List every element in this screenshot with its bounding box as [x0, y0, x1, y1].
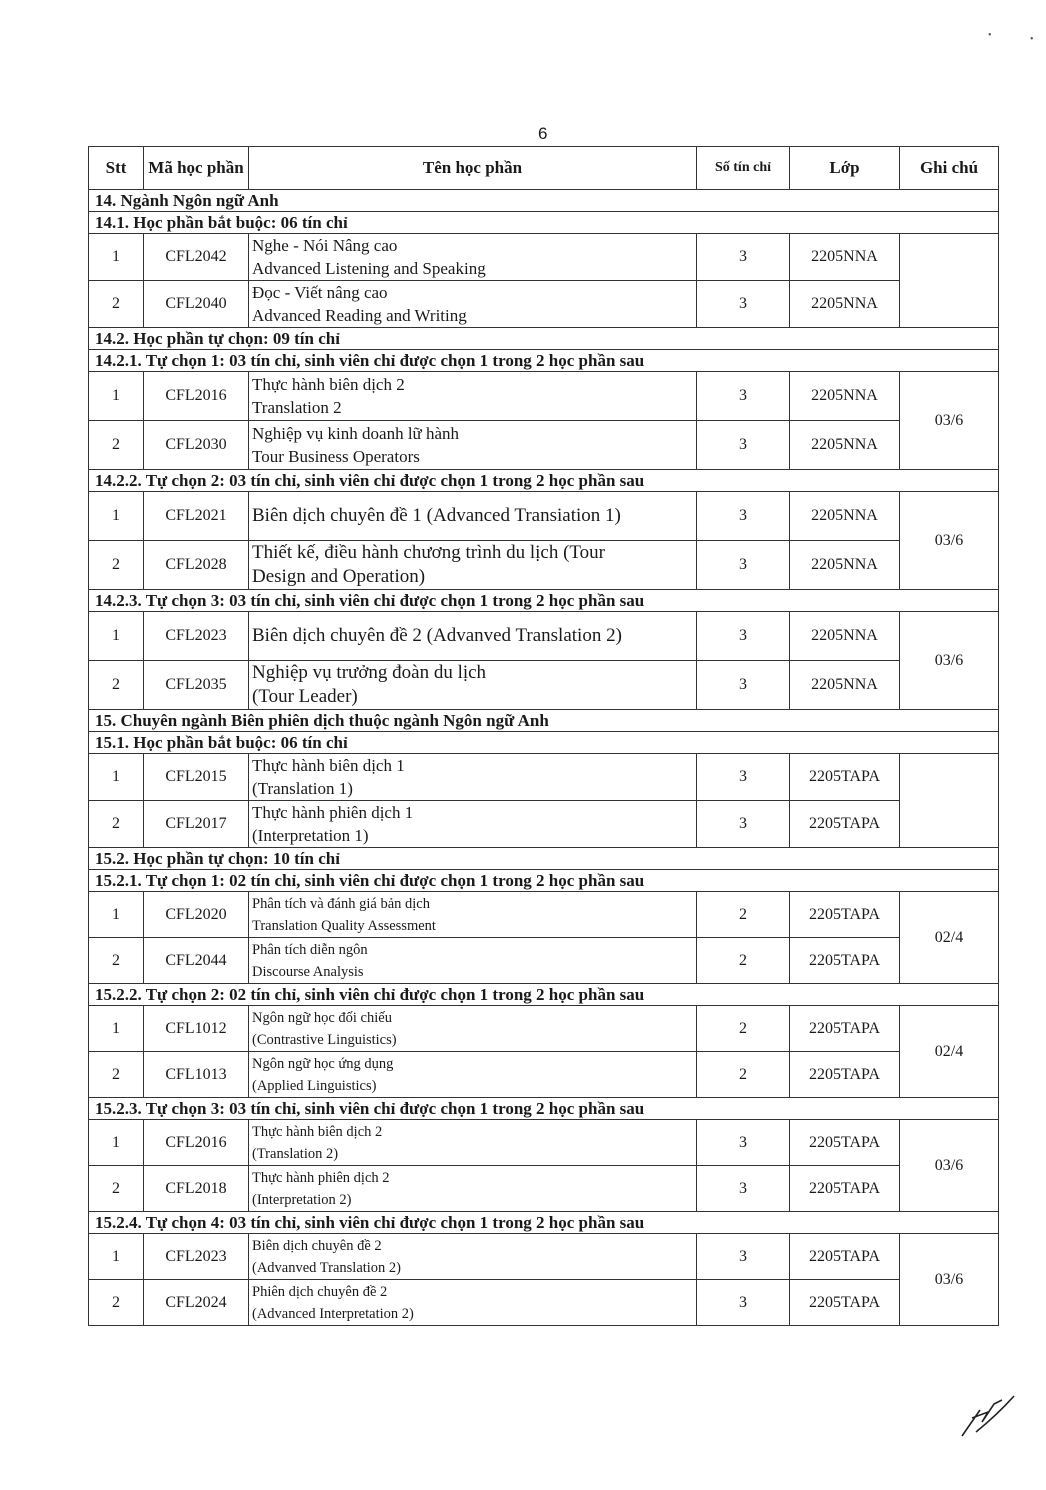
- table-row: [89, 541, 999, 590]
- table-row: [89, 234, 999, 281]
- row-note: 03/6: [900, 1234, 999, 1326]
- table-row: [89, 1120, 999, 1166]
- row-stt: 2: [89, 801, 144, 848]
- row-class: 2205NNA: [790, 234, 900, 281]
- row-credits: 3: [697, 372, 790, 421]
- row-stt: 1: [89, 492, 144, 541]
- section-heading-row: [89, 328, 999, 350]
- course-name-line-1: Thực hành phiên dịch 2: [252, 1169, 390, 1186]
- row-credits: 2: [697, 1052, 790, 1098]
- row-stt: 2: [89, 938, 144, 984]
- row-note: 03/6: [900, 612, 999, 710]
- section-heading-row: [89, 190, 999, 212]
- row-stt: 2: [89, 1166, 144, 1212]
- section-heading-row: [89, 732, 999, 754]
- row-note: 03/6: [900, 492, 999, 590]
- section-heading: 15.1. Học phần bắt buộc: 06 tín chỉ: [89, 732, 999, 754]
- table-row: [89, 938, 999, 984]
- row-stt: 1: [89, 754, 144, 801]
- row-course-name: [249, 1006, 697, 1052]
- row-course-code: CFL2023: [144, 1234, 249, 1280]
- course-name-line-2: Advanced Reading and Writing: [252, 306, 467, 325]
- section-heading: 15.2.3. Tự chọn 3: 03 tín chỉ, sinh viên chỉ được chọn 1 trong 2 học phần sau: [89, 1098, 999, 1120]
- table-row: [89, 1166, 999, 1212]
- table-row: [89, 372, 999, 421]
- section-heading: 14.2.3. Tự chọn 3: 03 tín chỉ, sinh viên chỉ được chọn 1 trong 2 học phần sau: [89, 590, 999, 612]
- row-course-code: CFL2015: [144, 754, 249, 801]
- course-name-line-1: Đọc - Viết nâng cao: [252, 283, 388, 302]
- row-course-name: [249, 541, 697, 590]
- row-note: [900, 234, 999, 328]
- header-course-code: [144, 147, 249, 190]
- section-heading: 14.1. Học phần bắt buộc: 06 tín chỉ: [89, 212, 999, 234]
- course-name-line-1: Ngôn ngữ học ứng dụng: [252, 1055, 394, 1072]
- row-credits: 3: [697, 1120, 790, 1166]
- table-row: [89, 1006, 999, 1052]
- row-class: 2205TAPA: [790, 1234, 900, 1280]
- row-course-code: CFL2044: [144, 938, 249, 984]
- course-name-line-2: (Advanved Translation 2): [252, 1259, 402, 1276]
- row-course-code: CFL1013: [144, 1052, 249, 1098]
- course-name-line-2: (Interpretation 1): [252, 826, 369, 845]
- row-stt: 2: [89, 421, 144, 470]
- row-course-name: [249, 801, 697, 848]
- row-credits: 3: [697, 754, 790, 801]
- row-course-code: CFL2024: [144, 1280, 249, 1326]
- scan-speck: •: [1030, 34, 1034, 45]
- row-stt: 1: [89, 1234, 144, 1280]
- section-heading-row: [89, 1212, 999, 1234]
- row-class: 2205NNA: [790, 281, 900, 328]
- section-heading-row: [89, 984, 999, 1006]
- row-course-code: CFL2040: [144, 281, 249, 328]
- course-name-line-2: (Applied Linguistics): [252, 1077, 377, 1094]
- row-course-name: [249, 754, 697, 801]
- row-course-name: [249, 421, 697, 470]
- row-stt: 1: [89, 234, 144, 281]
- row-credits: 2: [697, 938, 790, 984]
- course-name-line-2: (Translation 1): [252, 779, 353, 798]
- row-note: 02/4: [900, 1006, 999, 1098]
- course-name-line-1: Ngôn ngữ học đối chiếu: [252, 1009, 392, 1026]
- row-course-code: CFL2018: [144, 1166, 249, 1212]
- row-class: 2205TAPA: [790, 1052, 900, 1098]
- section-heading: 14. Ngành Ngôn ngữ Anh: [89, 190, 999, 212]
- header-class: Lớp: [790, 147, 900, 190]
- row-credits: 3: [697, 234, 790, 281]
- table-row: [89, 612, 999, 661]
- row-course-name: [249, 1280, 697, 1326]
- row-class: 2205NNA: [790, 492, 900, 541]
- course-name-line-1: Biên dịch chuyên đề 2: [252, 1237, 382, 1254]
- row-course-code: CFL2016: [144, 372, 249, 421]
- course-name-line-1: Thực hành biên dịch 1: [252, 756, 405, 775]
- header-row: [89, 147, 999, 190]
- row-credits: 3: [697, 421, 790, 470]
- row-credits: 3: [697, 661, 790, 710]
- table-row: [89, 661, 999, 710]
- row-course-name: [249, 938, 697, 984]
- course-name-line-1: Nghiệp vụ trưởng đoàn du lịch: [252, 662, 487, 683]
- course-name-line-1: Nghiệp vụ kinh doanh lữ hành: [252, 424, 460, 443]
- section-heading: 15.2.2. Tự chọn 2: 02 tín chỉ, sinh viên chỉ được chọn 1 trong 2 học phần sau: [89, 984, 999, 1006]
- section-heading-row: [89, 870, 999, 892]
- row-note: 03/6: [900, 372, 999, 470]
- header-course-name: Tên học phần: [249, 147, 697, 190]
- row-credits: 3: [697, 1166, 790, 1212]
- section-heading: 15.2. Học phần tự chọn: 10 tín chỉ: [89, 848, 999, 870]
- row-course-name: [249, 1052, 697, 1098]
- section-heading-row: [89, 350, 999, 372]
- row-class: 2205NNA: [790, 661, 900, 710]
- scan-speck: •: [988, 30, 992, 41]
- course-name-line-1: Nghe - Nói Nâng cao: [252, 236, 398, 255]
- section-heading-row: [89, 212, 999, 234]
- row-course-code: CFL2035: [144, 661, 249, 710]
- row-credits: 3: [697, 1280, 790, 1326]
- table-row: [89, 281, 999, 328]
- row-stt: 1: [89, 372, 144, 421]
- row-course-name: [249, 661, 697, 710]
- row-class: 2205TAPA: [790, 938, 900, 984]
- row-stt: 1: [89, 1120, 144, 1166]
- row-course-code: CFL1012: [144, 1006, 249, 1052]
- table-row: [89, 421, 999, 470]
- section-heading-row: [89, 848, 999, 870]
- course-name-line-2: Advanced Listening and Speaking: [252, 259, 486, 278]
- row-class: 2205NNA: [790, 372, 900, 421]
- row-credits: 3: [697, 492, 790, 541]
- course-name-line-1: Biên dịch chuyên đề 1 (Advanced Transiation 1): [252, 505, 621, 526]
- row-class: 2205TAPA: [790, 801, 900, 848]
- row-course-code: CFL2017: [144, 801, 249, 848]
- course-name-line-1: Thực hành phiên dịch 1: [252, 803, 414, 822]
- row-credits: 3: [697, 801, 790, 848]
- row-course-code: CFL2016: [144, 1120, 249, 1166]
- row-credits: 3: [697, 541, 790, 590]
- course-table: [88, 146, 999, 1326]
- row-credits: 3: [697, 281, 790, 328]
- row-course-name: [249, 234, 697, 281]
- row-stt: 2: [89, 281, 144, 328]
- row-course-name: [249, 281, 697, 328]
- header-note: Ghi chú: [900, 147, 999, 190]
- table-row: [89, 1280, 999, 1326]
- row-stt: 2: [89, 661, 144, 710]
- row-class: 2205TAPA: [790, 892, 900, 938]
- section-heading-row: [89, 710, 999, 732]
- course-name-line-2: Translation Quality Assessment: [252, 917, 436, 934]
- row-course-name: [249, 1120, 697, 1166]
- section-heading: 14.2.1. Tự chọn 1: 03 tín chỉ, sinh viên chỉ được chọn 1 trong 2 học phần sau: [89, 350, 999, 372]
- course-name-line-1: Phiên dịch chuyên đề 2: [252, 1283, 388, 1300]
- course-name-line-1: Thiết kế, điều hành chương trình du lịch (Tour: [252, 542, 606, 563]
- row-class: 2205TAPA: [790, 1006, 900, 1052]
- section-heading: 15.2.4. Tự chọn 4: 03 tín chỉ, sinh viên chỉ được chọn 1 trong 2 học phần sau: [89, 1212, 999, 1234]
- row-class: 2205TAPA: [790, 754, 900, 801]
- course-name-line-1: Thực hành biên dịch 2: [252, 375, 405, 394]
- row-credits: 2: [697, 1006, 790, 1052]
- table-row: [89, 1234, 999, 1280]
- course-name-line-2: Translation 2: [252, 398, 342, 417]
- header-credits: [697, 147, 790, 190]
- row-stt: 2: [89, 541, 144, 590]
- header-course-code-label: Mã học phần: [148, 158, 244, 178]
- row-stt: 1: [89, 612, 144, 661]
- course-name-line-1: Phân tích và đánh giá bản dịch: [252, 895, 430, 912]
- row-course-name: [249, 1166, 697, 1212]
- row-stt: 1: [89, 892, 144, 938]
- course-name-line-2: (Tour Leader): [252, 686, 358, 707]
- page-number: 6: [538, 124, 548, 143]
- row-course-name: [249, 892, 697, 938]
- course-name-line-2: Tour Business Operators: [252, 447, 420, 466]
- row-course-name: [249, 612, 697, 661]
- table-row: [89, 492, 999, 541]
- row-course-code: CFL2042: [144, 234, 249, 281]
- row-course-code: CFL2030: [144, 421, 249, 470]
- section-heading-row: [89, 590, 999, 612]
- row-stt: 2: [89, 1280, 144, 1326]
- table-row: [89, 892, 999, 938]
- section-heading-row: [89, 1098, 999, 1120]
- course-name-line-1: Thực hành biên dịch 2: [252, 1123, 383, 1140]
- section-heading-row: [89, 470, 999, 492]
- course-name-line-1: Biên dịch chuyên đề 2 (Advanved Translation 2): [252, 625, 622, 646]
- row-note: 03/6: [900, 1120, 999, 1212]
- header-credits-label: Số tín chỉ: [714, 159, 771, 175]
- signature-mark: [958, 1392, 1018, 1442]
- row-class: 2205TAPA: [790, 1120, 900, 1166]
- row-class: 2205TAPA: [790, 1166, 900, 1212]
- row-class: 2205NNA: [790, 421, 900, 470]
- row-course-name: [249, 1234, 697, 1280]
- header-stt: Stt: [89, 147, 144, 190]
- row-course-code: CFL2021: [144, 492, 249, 541]
- course-name-line-2: (Contrastive Linguistics): [252, 1031, 397, 1048]
- course-name-line-2: Discourse Analysis: [252, 963, 364, 980]
- course-name-line-2: Design and Operation): [252, 566, 426, 587]
- row-course-name: [249, 372, 697, 421]
- section-heading: 14.2. Học phần tự chọn: 09 tín chỉ: [89, 328, 999, 350]
- row-note: [900, 754, 999, 848]
- row-class: 2205NNA: [790, 612, 900, 661]
- row-course-name: [249, 492, 697, 541]
- row-course-code: CFL2023: [144, 612, 249, 661]
- row-credits: 2: [697, 892, 790, 938]
- row-note: 02/4: [900, 892, 999, 984]
- table-body: [89, 190, 999, 1326]
- table-row: [89, 1052, 999, 1098]
- course-name-line-2: (Translation 2): [252, 1145, 339, 1162]
- course-name-line-2: (Interpretation 2): [252, 1191, 352, 1208]
- section-heading: 14.2.2. Tự chọn 2: 03 tín chỉ, sinh viên chỉ được chọn 1 trong 2 học phần sau: [89, 470, 999, 492]
- row-credits: 3: [697, 1234, 790, 1280]
- row-stt: 1: [89, 1006, 144, 1052]
- section-heading: 15. Chuyên ngành Biên phiên dịch thuộc ngành Ngôn ngữ Anh: [89, 710, 999, 732]
- row-course-code: CFL2028: [144, 541, 249, 590]
- row-class: 2205NNA: [790, 541, 900, 590]
- course-name-line-1: Phân tích diễn ngôn: [252, 941, 368, 958]
- table-row: [89, 801, 999, 848]
- table-row: [89, 754, 999, 801]
- row-stt: 2: [89, 1052, 144, 1098]
- course-name-line-2: (Advanced Interpretation 2): [252, 1305, 414, 1322]
- section-heading: 15.2.1. Tự chọn 1: 02 tín chỉ, sinh viên chỉ được chọn 1 trong 2 học phần sau: [89, 870, 999, 892]
- row-class: 2205TAPA: [790, 1280, 900, 1326]
- row-course-code: CFL2020: [144, 892, 249, 938]
- row-credits: 3: [697, 612, 790, 661]
